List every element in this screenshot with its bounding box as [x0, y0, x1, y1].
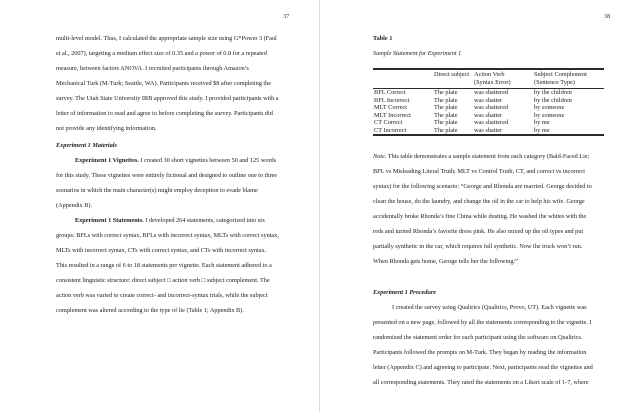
text-line: randomized the statement order for each participant using the software on Qualtrics.: [373, 334, 583, 341]
statements-paragraph: [56, 213, 296, 318]
table-header-row: [373, 69, 604, 89]
table-row: [373, 127, 604, 136]
table-cell: The plate: [434, 111, 458, 119]
table-cell: The plate: [434, 119, 458, 126]
text-line: clean the house, do the laundry, and change the oil in the car to help his wife. George: [373, 198, 585, 205]
table-cell: MLT Correct: [374, 104, 408, 111]
text-line: scenarios in which the main character(s) might employ deception to evade blame: [56, 187, 258, 194]
bold-run-in-heading: Experiment 1 Vignettes.: [75, 157, 139, 164]
text-line: This resulted in a range of 6 to 18 statements per vignette. Each statement adhered to a: [56, 262, 272, 269]
text-line: letter of information to read and agree to before completing the survey. Participants did: [56, 110, 273, 117]
text-line: accidentally broke Rhonda’s fine China while dusting. He washed the whites with the: [373, 213, 587, 220]
table-cell: by someone: [534, 104, 565, 111]
text-line: et al., 2007), targeting a medium effect size of 0.35 and a power of 0.8 for a repeated: [56, 50, 267, 57]
text-line: Table 1: [373, 35, 393, 42]
table-1-caption: [373, 46, 617, 61]
table-cell: by the children: [534, 96, 572, 104]
text-line: all corresponding statements. They rated the statements on a Likert scale of 1-7, where: [373, 379, 589, 386]
table-cell: MLT Incorrect: [374, 111, 411, 119]
table-cell: by someone: [534, 111, 565, 119]
text-line: (Appendix B).: [56, 202, 92, 209]
table-row: [373, 97, 604, 105]
sample-statement-table: [373, 68, 617, 136]
text-line: not provide any identifying information.: [56, 125, 157, 132]
page-number: 37: [283, 13, 290, 20]
vignettes-paragraph: [56, 153, 296, 213]
table-note: [373, 149, 617, 269]
text-line: I created the survey using Qualtrics (Qualtrics, Provo, UT). Each vignette was: [392, 304, 587, 311]
text-line: measure, between factors ANOVA. I recruited participants through Amazon’s: [56, 65, 249, 72]
text-line: MLTs with incorrect syntax, CTs with correct syntax, and CTs with incorrect syntax.: [56, 247, 267, 254]
text-line: action verb was varied to create correct- and incorrect-syntax trials, while the subject: [56, 292, 268, 299]
table-1-label: [373, 31, 617, 46]
table-cell: was shattered: [474, 119, 509, 126]
page-37-text-content: [56, 31, 296, 318]
experiment-1-materials-heading: [56, 138, 296, 153]
text-line: consistent linguistic structure: direct subject □ action verb □ subject complement. The: [56, 277, 270, 284]
text-line: Note. This table demonstrates a sample statement from each category (Bald-Faced Lie;: [373, 153, 590, 160]
text-line: reds and turned Rhonda’s favorite dress pink. He also mixed up the oil types and put: [373, 228, 584, 235]
table-row: [373, 104, 604, 112]
table-row: [373, 119, 604, 127]
text-line: survey. The Utah State University IRB approved this study. I provided participants with a: [56, 95, 279, 102]
text-line: Sample Statement for Experiment 1: [373, 50, 462, 57]
table-header-cell: Action Verb (Syntax Error): [474, 71, 511, 86]
text-line: When Rhonda gets home, George tells her the following:”: [373, 258, 518, 265]
text-line: partially synthetic in the car, which requires full synthetic. Now the truck won’t run.: [373, 243, 583, 250]
italic-run: Note.: [373, 153, 387, 160]
table-header-cell: Subject Complement (Sentence Type): [534, 71, 587, 86]
table-cell: The plate: [434, 89, 458, 96]
table-cell: was shattered: [474, 89, 509, 96]
table-header-cell: [373, 69, 434, 89]
table-header-cell: Direct subject: [434, 71, 470, 78]
text-line: Experiment 1 Statements. I developed 264 statements, categorized into six: [75, 217, 266, 224]
table-cell: was shatter: [474, 126, 503, 134]
table-cell: was shattered: [474, 104, 509, 111]
table-cell: CT Correct: [374, 119, 403, 126]
sample-statement-table: [373, 68, 604, 136]
table-row: [373, 112, 604, 120]
text-line: multi-level model. Thus, I calculated the appropriate sample size using G*Power 3 (Faul: [56, 35, 277, 42]
table-cell: BFL Correct: [374, 89, 406, 96]
text-line: BFL vs Misleading Literal Truth; MLT vs Control Truth; CT, and correct vs incorrect: [373, 168, 585, 175]
text-line: presented on a new page, followed by all the statements corresponding to the vignette. I: [373, 319, 592, 326]
text-line: complement was altered according to the type of lie (Table 1; Appendix B).: [56, 307, 244, 314]
table-cell: The plate: [434, 126, 458, 134]
experiment-1-procedure-heading: [373, 285, 617, 300]
table-cell: was shatter: [474, 96, 503, 104]
table-cell: was shatter: [474, 111, 503, 119]
text-line: letter (Appendix C) and agreeing to participate. Next, participants read the vignettes and: [373, 364, 593, 371]
text-line: Experiment 1 Vignettes. I created 30 short vignettes between 50 and 125 words: [75, 157, 277, 164]
text-line: Mechanical Turk (M-Turk; Seattle, WA). Participants received $8 after completing the: [56, 80, 272, 87]
procedure-paragraph: [373, 300, 617, 390]
text-line: Experiment 1 Procedure: [373, 289, 437, 296]
table-cell: by me: [534, 126, 550, 134]
text-line: Participants followed the prompts on M-Turk. They began by reading the information: [373, 349, 587, 356]
table-row: [373, 89, 604, 97]
table-cell: by the children: [534, 89, 572, 96]
table-cell: The plate: [434, 96, 458, 104]
page-number: 38: [604, 13, 611, 20]
table-cell: CT Incorrect: [374, 126, 407, 134]
text-line: Experiment 1 Materials: [56, 142, 117, 149]
document-page-38: [320, 0, 640, 412]
table-cell: BFL Incorrect: [374, 96, 410, 104]
text-line: for this study. These vignettes were entirely fictional and designed to outline one to three: [56, 172, 278, 179]
page-38-text-content: [373, 31, 617, 390]
table-cell: by me: [534, 119, 550, 126]
text-line: syntax) for the following scenario: “George and Rhonda are married. George decided to: [373, 183, 592, 190]
participants-paragraph: [56, 31, 296, 136]
bold-run-in-heading: Experiment 1 Statements.: [75, 217, 144, 224]
text-line: groups: BFLs with correct syntax, BFLs with incorrect syntax, MLTs with correct syntax,: [56, 232, 279, 239]
table-cell: The plate: [434, 104, 458, 111]
